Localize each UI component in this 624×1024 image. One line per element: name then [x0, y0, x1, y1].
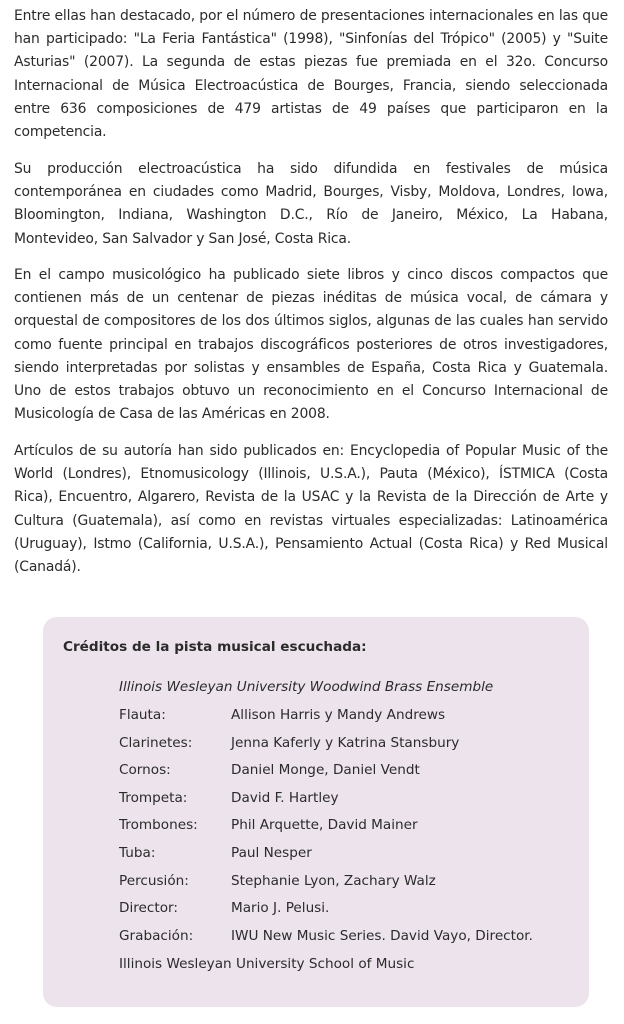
credit-row-cornos [119, 762, 533, 790]
credits-box [43, 617, 589, 1007]
credit-role: Grabación: [119, 927, 194, 944]
paragraph-festivals: Su producción electroacústica ha sido difundida en festivales de música contemporánea en ciudades como Madrid, Bourges, Visby, Moldova, Londres, Iowa, Bloomington, Indiana, Washington D.C., Río de Janeiro, México, La Habana, Montevideo, San Salvador y San José, Costa Rica. [14, 161, 608, 247]
paragraph-presentations: Entre ellas han destacado, por el número de presentaciones internacionales en las que han participado: "La Feria Fantástica" (1998), "Sinfonías del Trópico" (2005) y "Suite Asturias" (2007). La segunda de estas piezas fue premiada en el 32o. Concurso Internacional de Música Electroacústica de Bourges, Francia, siendo seleccionada entre 636 composiciones de 479 artistas de 49 países que participaron en la competencia. [14, 8, 608, 141]
credit-row-grabacion [119, 928, 533, 956]
credit-names: IWU New Music Series. David Vayo, Director. [231, 927, 533, 944]
credit-names: Daniel Monge, Daniel Vendt [231, 762, 420, 779]
credit-names: Phil Arquette, David Mainer [231, 817, 418, 834]
paragraph-musicology: En el campo musicológico ha publicado siete libros y cinco discos compactos que contienen más de un centenar de piezas inéditas de música vocal, de cámara y orquestal de compositores de los dos últimos siglos, algunas de las cuales han servido como fuente principal en trabajos discográficos posteriores de otros investigadores, siendo interpretadas por solistas y ensambles de España, Costa Rica y Guatemala. Uno de estos trabajos obtuvo un reconocimiento en el Concurso Internacional de Musicología de Casa de las Américas en 2008. [14, 267, 608, 423]
credit-row-percusion [119, 873, 533, 901]
credit-names: Stephanie Lyon, Zachary Walz [231, 872, 436, 889]
credit-role: Percusión: [119, 872, 189, 889]
credit-row-trombones [119, 817, 533, 845]
credit-row-flauta [119, 707, 533, 735]
school-name: Illinois Wesleyan University School of Music [119, 956, 415, 972]
credit-role: Clarinetes: [119, 734, 193, 751]
credit-role: Tuba: [119, 844, 156, 861]
credit-row-director [119, 900, 533, 928]
credit-role: Trompeta: [119, 789, 188, 806]
credits-list [119, 707, 533, 955]
credit-row-tuba [119, 845, 533, 873]
credit-role: Cornos: [119, 762, 171, 779]
credit-names: David F. Hartley [231, 789, 339, 806]
credit-names: Jenna Kaferly y Katrina Stansbury [231, 734, 460, 751]
credit-row-trompeta [119, 790, 533, 818]
credits-title: Créditos de la pista musical escuchada: [63, 639, 367, 655]
credit-role: Director: [119, 900, 178, 917]
credit-role: Flauta: [119, 707, 166, 723]
credit-names: Mario J. Pelusi. [231, 900, 330, 917]
ensemble-name: Illinois Wesleyan University Woodwind Brass Ensemble [119, 679, 494, 695]
credit-role: Trombones: [119, 817, 198, 834]
credit-names: Allison Harris y Mandy Andrews [231, 707, 446, 723]
credit-names: Paul Nesper [231, 844, 312, 861]
paragraph-articles: Artículos de su autoría han sido publicados en: Encyclopedia of Popular Music of the World (Londres), Etnomusicology (Illinois, U.S.A.), Pauta (México), ÍSTMICA (Costa Rica), Encuentro, Algarero, Revista de la USAC y la Revista de la Dirección de Arte y Cultura (Guatemala), así como en revistas virtuales especializadas: Latinoamérica (Uruguay), Istmo (California, U.S.A.), Pensamiento Actual (Costa Rica) y Red Musical (Canadá). [14, 443, 608, 576]
credit-row-clarinetes [119, 735, 533, 763]
